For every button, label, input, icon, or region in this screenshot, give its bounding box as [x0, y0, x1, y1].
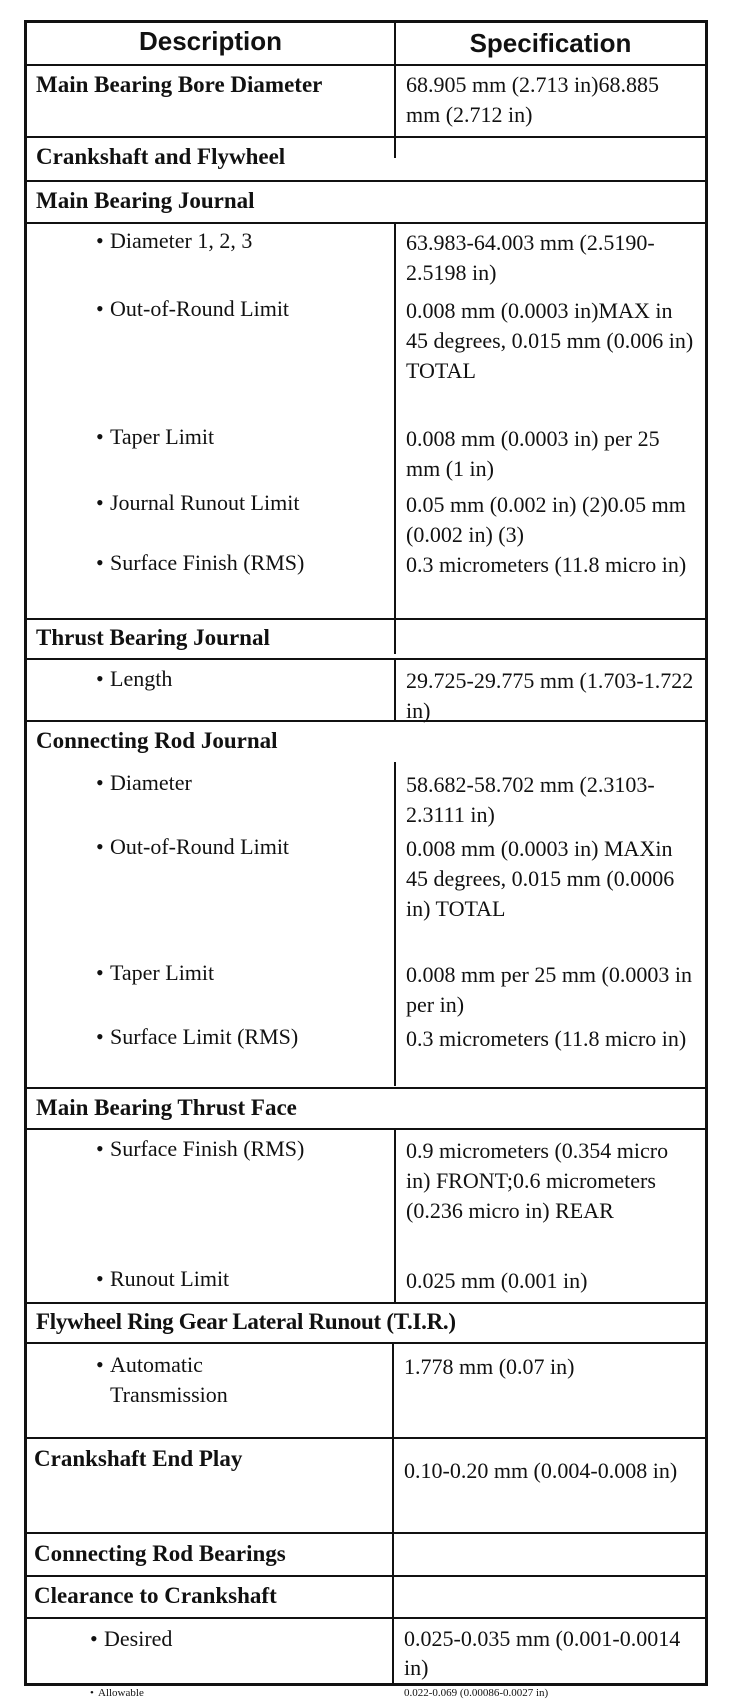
- row-divider: [24, 1128, 708, 1130]
- section-main-bearing-thrust-face: Main Bearing Thrust Face: [36, 1095, 297, 1120]
- section-crankshaft-flywheel: Crankshaft and Flywheel: [36, 144, 286, 169]
- row-spec-crj-surface: 0.3 micrometers (11.8 micro in): [406, 1026, 687, 1051]
- table-border-left: [24, 20, 27, 1685]
- row-spec-ctc-allowable: 0.022-0.069 (0.00086-0.0027 in): [404, 1687, 549, 1699]
- column-divider: [394, 222, 396, 654]
- row-spec-tbj-length: 29.725-29.775 mm (1.703-1.722 in): [406, 668, 694, 723]
- section-connecting-rod-journal: Connecting Rod Journal: [36, 728, 278, 753]
- row-label-mbj-out-of-round: • Out-of-Round Limit: [96, 296, 290, 321]
- row-spec-mbtf-surface: 0.9 micrometers (0.354 micro in) FRONT;0.6 micrometers (0.236 micro in) REAR: [406, 1138, 669, 1223]
- row-divider: [24, 618, 708, 620]
- row-spec-crj-out-of-round: 0.008 mm (0.0003 in) MAXin 45 degrees, 0.015 mm (0.0006 in) TOTAL: [406, 836, 675, 921]
- row-label-crj-diameter: • Diameter: [96, 770, 192, 795]
- row-label-crj-taper: • Taper Limit: [96, 960, 215, 985]
- row-label-mbj-surface: • Surface Finish (RMS): [96, 550, 305, 575]
- row-spec-mbj-out-of-round: 0.008 mm (0.0003 in)MAX in 45 degrees, 0.015 mm (0.006 in) TOTAL: [406, 298, 694, 383]
- row-divider: [24, 1302, 708, 1304]
- row-label-crj-out-of-round: • Out-of-Round Limit: [96, 834, 290, 859]
- row-label-main-bearing-bore: Main Bearing Bore Diameter: [36, 72, 323, 97]
- section-flywheel-ring-gear: Flywheel Ring Gear Lateral Runout (T.I.R.): [36, 1309, 456, 1334]
- row-spec-mbtf-runout: 0.025 mm (0.001 in): [406, 1268, 588, 1293]
- row-divider: [24, 64, 708, 66]
- row-spec-crj-taper: 0.008 mm per 25 mm (0.0003 in per in): [406, 962, 692, 1017]
- row-label-crankshaft-end-play: Crankshaft End Play: [34, 1446, 243, 1471]
- column-divider: [394, 1130, 396, 1303]
- row-divider: [24, 1342, 708, 1344]
- column-divider: [394, 658, 396, 720]
- table-border-right: [705, 20, 708, 1685]
- row-divider: [24, 1437, 708, 1439]
- row-spec-mbj-runout: 0.05 mm (0.002 in) (2)0.05 mm (0.002 in) (3): [406, 492, 686, 547]
- row-divider: [24, 20, 708, 23]
- row-spec-mbj-diameter: 63.983-64.003 mm (2.5190-2.5198 in): [406, 230, 655, 285]
- header-description: Description: [138, 28, 283, 56]
- section-clearance-to-crankshaft: Clearance to Crankshaft: [34, 1583, 277, 1608]
- row-divider: [24, 1532, 708, 1534]
- row-spec-frg-automatic: 1.778 mm (0.07 in): [404, 1354, 575, 1379]
- row-spec-main-bearing-bore: 68.905 mm (2.713 in)68.885 mm (2.712 in): [406, 72, 659, 127]
- row-spec-mbj-surface: 0.3 micrometers (11.8 micro in): [406, 552, 687, 577]
- row-label-crj-surface: • Surface Limit (RMS): [96, 1024, 299, 1049]
- row-label-ctc-desired: • Desired: [90, 1626, 173, 1651]
- column-divider: [394, 762, 396, 1086]
- row-divider: [24, 180, 708, 182]
- row-label-frg-automatic: • Automatic Transmission: [96, 1352, 228, 1407]
- row-divider: [24, 1087, 708, 1089]
- row-label-mbj-diameter: • Diameter 1, 2, 3: [96, 228, 253, 253]
- header-specification: Specification: [469, 30, 632, 58]
- row-label-connecting-rod-bearings: Connecting Rod Bearings: [34, 1541, 286, 1566]
- row-divider: [24, 1575, 708, 1577]
- row-label-mbtf-runout: • Runout Limit: [96, 1266, 230, 1291]
- row-label-tbj-length: • Length: [96, 666, 173, 691]
- row-label-mbj-taper: • Taper Limit: [96, 424, 215, 449]
- row-spec-crankshaft-end-play: 0.10-0.20 mm (0.004-0.008 in): [404, 1458, 678, 1483]
- section-main-bearing-journal: Main Bearing Journal: [36, 188, 255, 213]
- row-label-mbtf-surface: • Surface Finish (RMS): [96, 1136, 305, 1161]
- row-divider: [24, 222, 708, 224]
- row-label-mbj-runout: • Journal Runout Limit: [96, 490, 300, 515]
- row-spec-mbj-taper: 0.008 mm (0.0003 in) per 25 mm (1 in): [406, 426, 660, 481]
- column-divider: [392, 1343, 394, 1685]
- row-spec-crj-diameter: 58.682-58.702 mm (2.3103-2.3111 in): [406, 772, 655, 827]
- row-spec-ctc-desired: 0.025-0.035 mm (0.001-0.0014 in): [404, 1626, 681, 1680]
- row-label-ctc-allowable: • Allowable: [90, 1687, 144, 1699]
- row-divider: [24, 1617, 708, 1619]
- row-divider: [24, 658, 708, 660]
- section-thrust-bearing-journal: Thrust Bearing Journal: [36, 625, 270, 650]
- row-divider: [24, 136, 708, 138]
